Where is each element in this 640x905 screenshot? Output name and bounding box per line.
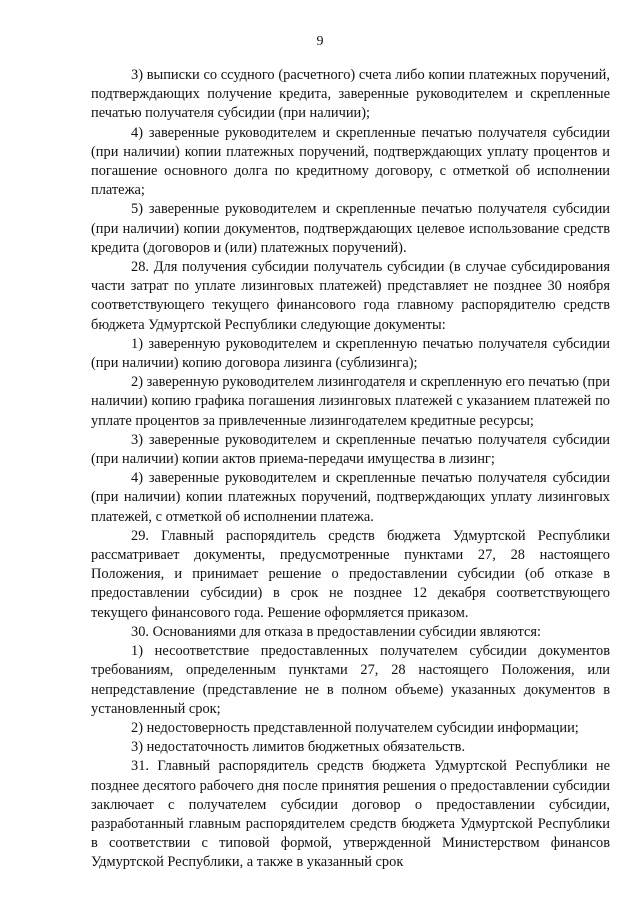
paragraph-30-item-2: 2) недостоверность представленной получателем субсидии информации; [131,719,579,736]
paragraph-28-item-3: 3) заверенные руководителем и скрепленные печатью получателя субсидии (при наличии) копии актов приема-передачи имущества в лизинг; [91,431,610,468]
paragraph-28-item-4: 4) заверенные руководителем и скрепленные печатью получателя субсидии (при наличии) копии платежных поручений, подтверждающих уплату лизинговых платежей, с отметкой об исполнении платежа. [91,470,610,525]
paragraph-section-28: 28. Для получения субсидии получатель субсидии (в случае субсидирования части затрат по уплате лизинговых платежей) представляет не позднее 30 ноября соответствующего текущего финансового года главному распорядителю средств бюджета Удмуртской Республики следующие документы: [91,259,610,333]
document-body [91,66,610,873]
page-number: 9 [316,34,324,49]
paragraph-section-29: 29. Главный распорядитель средств бюджета Удмуртской Республики рассматривает документы, предусмотренные пунктами 27, 28 настоящего Положения, и принимает решение о предоставлении субсидии (об отказе в предоставлении субсидии) в срок не позднее 12 декабря соответствующего текущего финансового года. Решение оформляется приказом. [91,527,610,621]
paragraph-item-4-payment-orders: 4) заверенные руководителем и скрепленные печатью получателя субсидии (при наличии) копии платежных поручений, подтверждающих уплату процентов и погашение основного долга по кредитному договору, с отметкой об исполнении платежа; [91,124,610,199]
paragraph-30-item-3: 3) недостаточность лимитов бюджетных обязательств. [131,739,466,756]
paragraph-section-31: 31. Главный распорядитель средств бюджета Удмуртской Республики не позднее десятого рабочего дня после принятия решения о предоставлении субсидии заключает с получателем субсидии договор о предоставлении субсидии, разработанный главным распорядителем средств бюджета Удмуртской Республики в соответствии с типовой формой, утвержденной Министерством финансов Удмуртской Республики, а также в указанный срок [91,758,610,871]
paragraph-28-item-1: 1) заверенную руководителем и скрепленную печатью получателя субсидии (при наличии) копию договора лизинга (сублизинга); [91,335,610,372]
paragraph-30-item-1: 1) несоответствие предоставленных получателем субсидии документов требованиям, определенным пунктами 27, 28 настоящего Положения, или непредставление (представление не в полном объеме) указанных документов в установленный срок; [91,643,610,717]
paragraph-section-30: 30. Основаниями для отказа в предоставлении субсидии являются: [131,623,541,640]
paragraph-item-5-target-use: 5) заверенные руководителем и скрепленные печатью получателя субсидии (при наличии) копии документов, подтверждающих целевое использование средств кредита (договоров и (или) платежных поручений). [91,201,610,256]
paragraph-item-3-bank-statements: 3) выписки со ссудного (расчетного) счета либо копии платежных поручений, подтверждающих получение кредита, заверенные руководителем и скрепленные печатью получателя субсидии (при наличии); [91,67,610,122]
paragraph-28-item-2: 2) заверенную руководителем лизингодателя и скрепленную его печатью (при наличии) копию графика погашения лизинговых платежей с указанием платежей по уплате процентов за привлеченные лизингодателем кредитные ресурсы; [91,374,610,429]
